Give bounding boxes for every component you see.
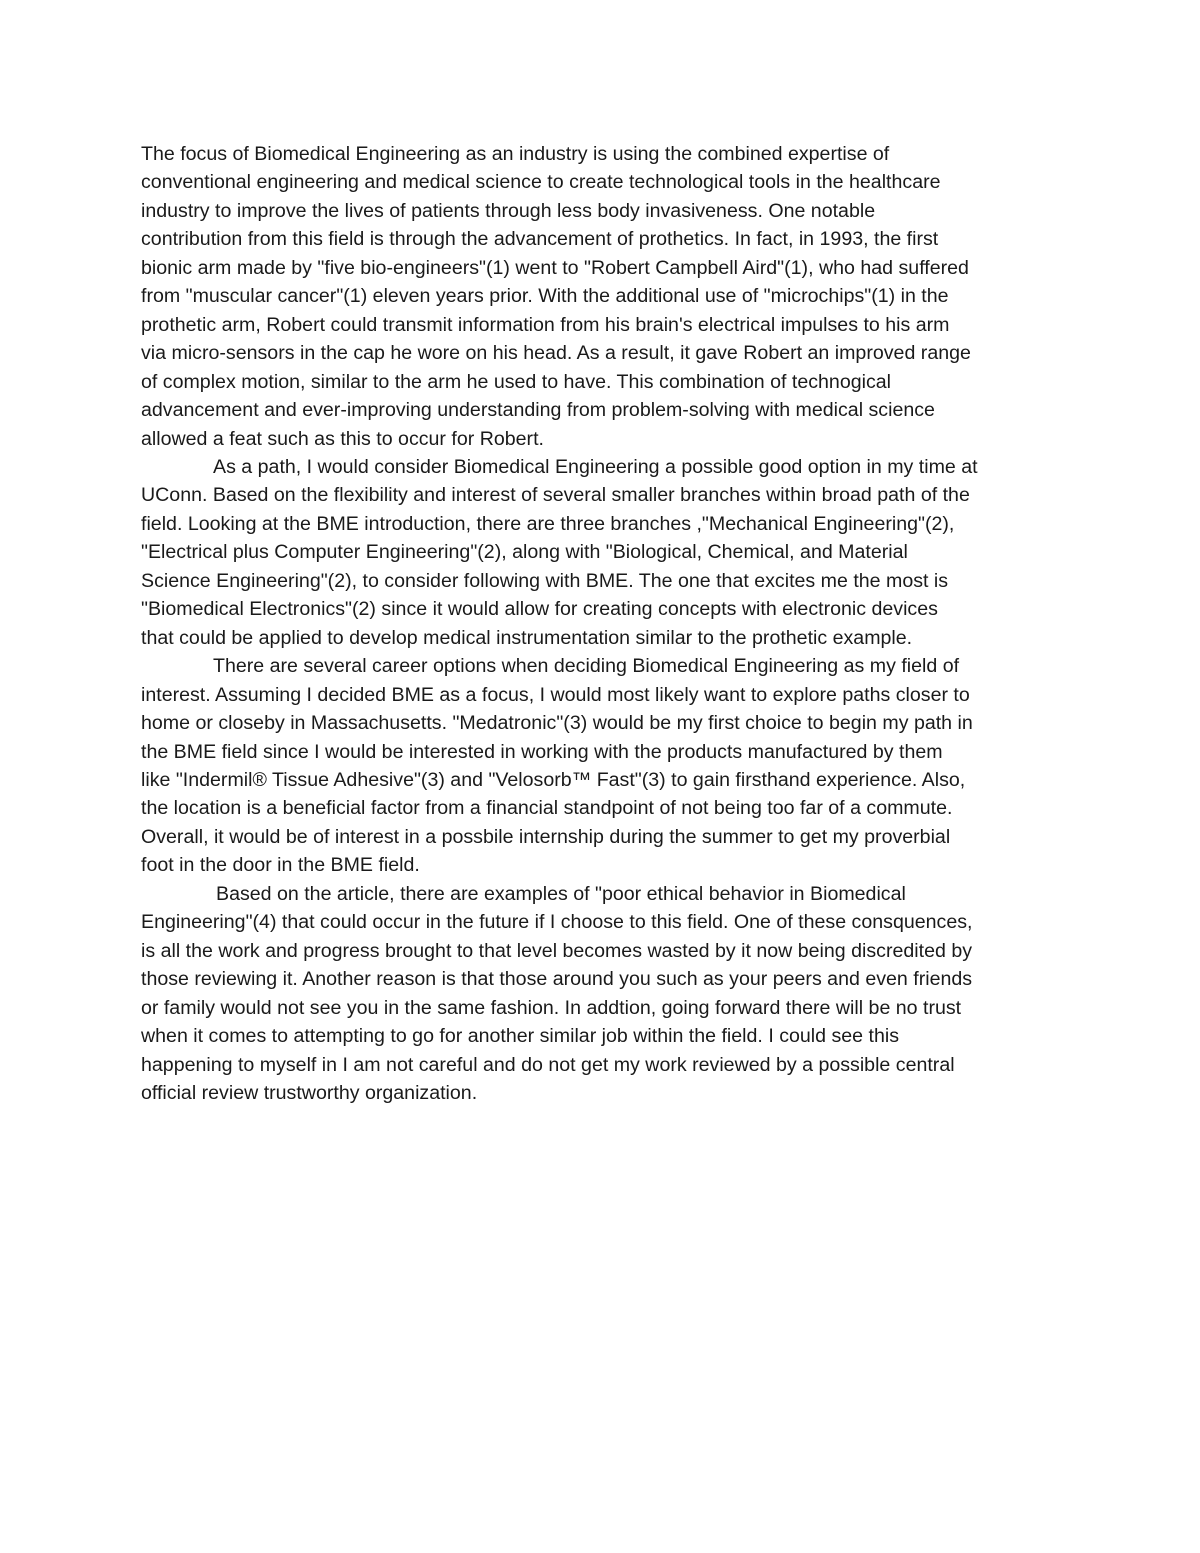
text-line: "Electrical plus Computer Engineering"(2), along with "Biological, Chemical, and Material	[141, 541, 908, 564]
text-line: from "muscular cancer"(1) eleven years prior. With the additional use of "microchips"(1) in the	[141, 285, 949, 308]
text-line: when it comes to attempting to go for another similar job within the field. I could see this	[141, 1025, 900, 1048]
text-line: Engineering"(4) that could occur in the future if I choose to this field. One of these consquences,	[141, 911, 973, 934]
paragraph-bme-path	[141, 453, 1061, 652]
text-line: As a path, I would consider Biomedical Engineering a possible good option in my time at	[213, 455, 978, 478]
text-line: advancement and ever-improving understanding from problem-solving with medical science	[141, 399, 935, 422]
text-line: foot in the door in the BME field.	[141, 854, 420, 877]
text-line: happening to myself in I am not careful and do not get my work reviewed by a possible central	[141, 1053, 955, 1076]
paragraph-career-options	[141, 652, 1061, 880]
text-line: via micro-sensors in the cap he wore on his head. As a result, it gave Robert an improved range	[141, 342, 971, 365]
text-line: Overall, it would be of interest in a possbile internship during the summer to get my proverbial	[141, 825, 951, 848]
text-line: prothetic arm, Robert could transmit information from his brain's electrical impulses to his arm	[141, 313, 950, 336]
text-line: industry to improve the lives of patients through less body invasiveness. One notable	[141, 199, 876, 222]
text-line: "Biomedical Electronics"(2) since it would allow for creating concepts with electronic devices	[141, 598, 938, 621]
text-line: UConn. Based on the flexibility and interest of several smaller branches within broad path of the	[141, 484, 970, 507]
text-line: Science Engineering"(2), to consider following with BME. The one that excites me the most is	[141, 569, 949, 592]
text-line: the BME field since I would be interested in working with the products manufactured by them	[141, 740, 943, 763]
text-line: field. Looking at the BME introduction, there are three branches ,"Mechanical Engineering"(2),	[141, 512, 955, 535]
text-line: allowed a feat such as this to occur for Robert.	[141, 427, 544, 450]
text-line: of complex motion, similar to the arm he used to have. This combination of technogical	[141, 370, 892, 393]
text-line: bionic arm made by "five bio-engineers"(1) went to "Robert Campbell Aird"(1), who had suffered	[141, 256, 969, 279]
text-line: the location is a beneficial factor from a financial standpoint of not being too far of a commute.	[141, 797, 953, 820]
text-line: official review trustworthy organization.	[141, 1081, 478, 1104]
text-line: home or closeby in Massachusetts. "Medatronic"(3) would be my first choice to begin my path in	[141, 712, 973, 735]
text-line: is all the work and progress brought to that level becomes wasted by it now being discredited by	[141, 939, 973, 962]
text-line: The focus of Biomedical Engineering as an industry is using the combined expertise of	[141, 143, 890, 165]
text-line: or family would not see you in the same fashion. In addtion, going forward there will be no trust	[141, 996, 962, 1019]
text-line: contribution from this field is through the advancement of prothetics. In fact, in 1993, the first	[141, 228, 939, 251]
document-body	[141, 140, 1061, 1107]
text-line: like "Indermil® Tissue Adhesive"(3) and "Velosorb™ Fast"(3) to gain firsthand experience. Also,	[141, 768, 966, 791]
paragraph-ethics	[141, 880, 1061, 1108]
text-line: Based on the article, there are examples of "poor ethical behavior in Biomedical	[216, 882, 906, 905]
text-line: those reviewing it. Another reason is that those around you such as your peers and even friends	[141, 968, 973, 991]
paragraph-bme-focus	[141, 140, 1061, 453]
text-line: interest. Assuming I decided BME as a focus, I would most likely want to explore paths closer to	[141, 683, 970, 706]
text-line: conventional engineering and medical science to create technological tools in the healthcare	[141, 171, 941, 194]
text-line: There are several career options when deciding Biomedical Engineering as my field of	[213, 655, 960, 678]
text-line: that could be applied to develop medical instrumentation similar to the prothetic example.	[141, 626, 913, 649]
